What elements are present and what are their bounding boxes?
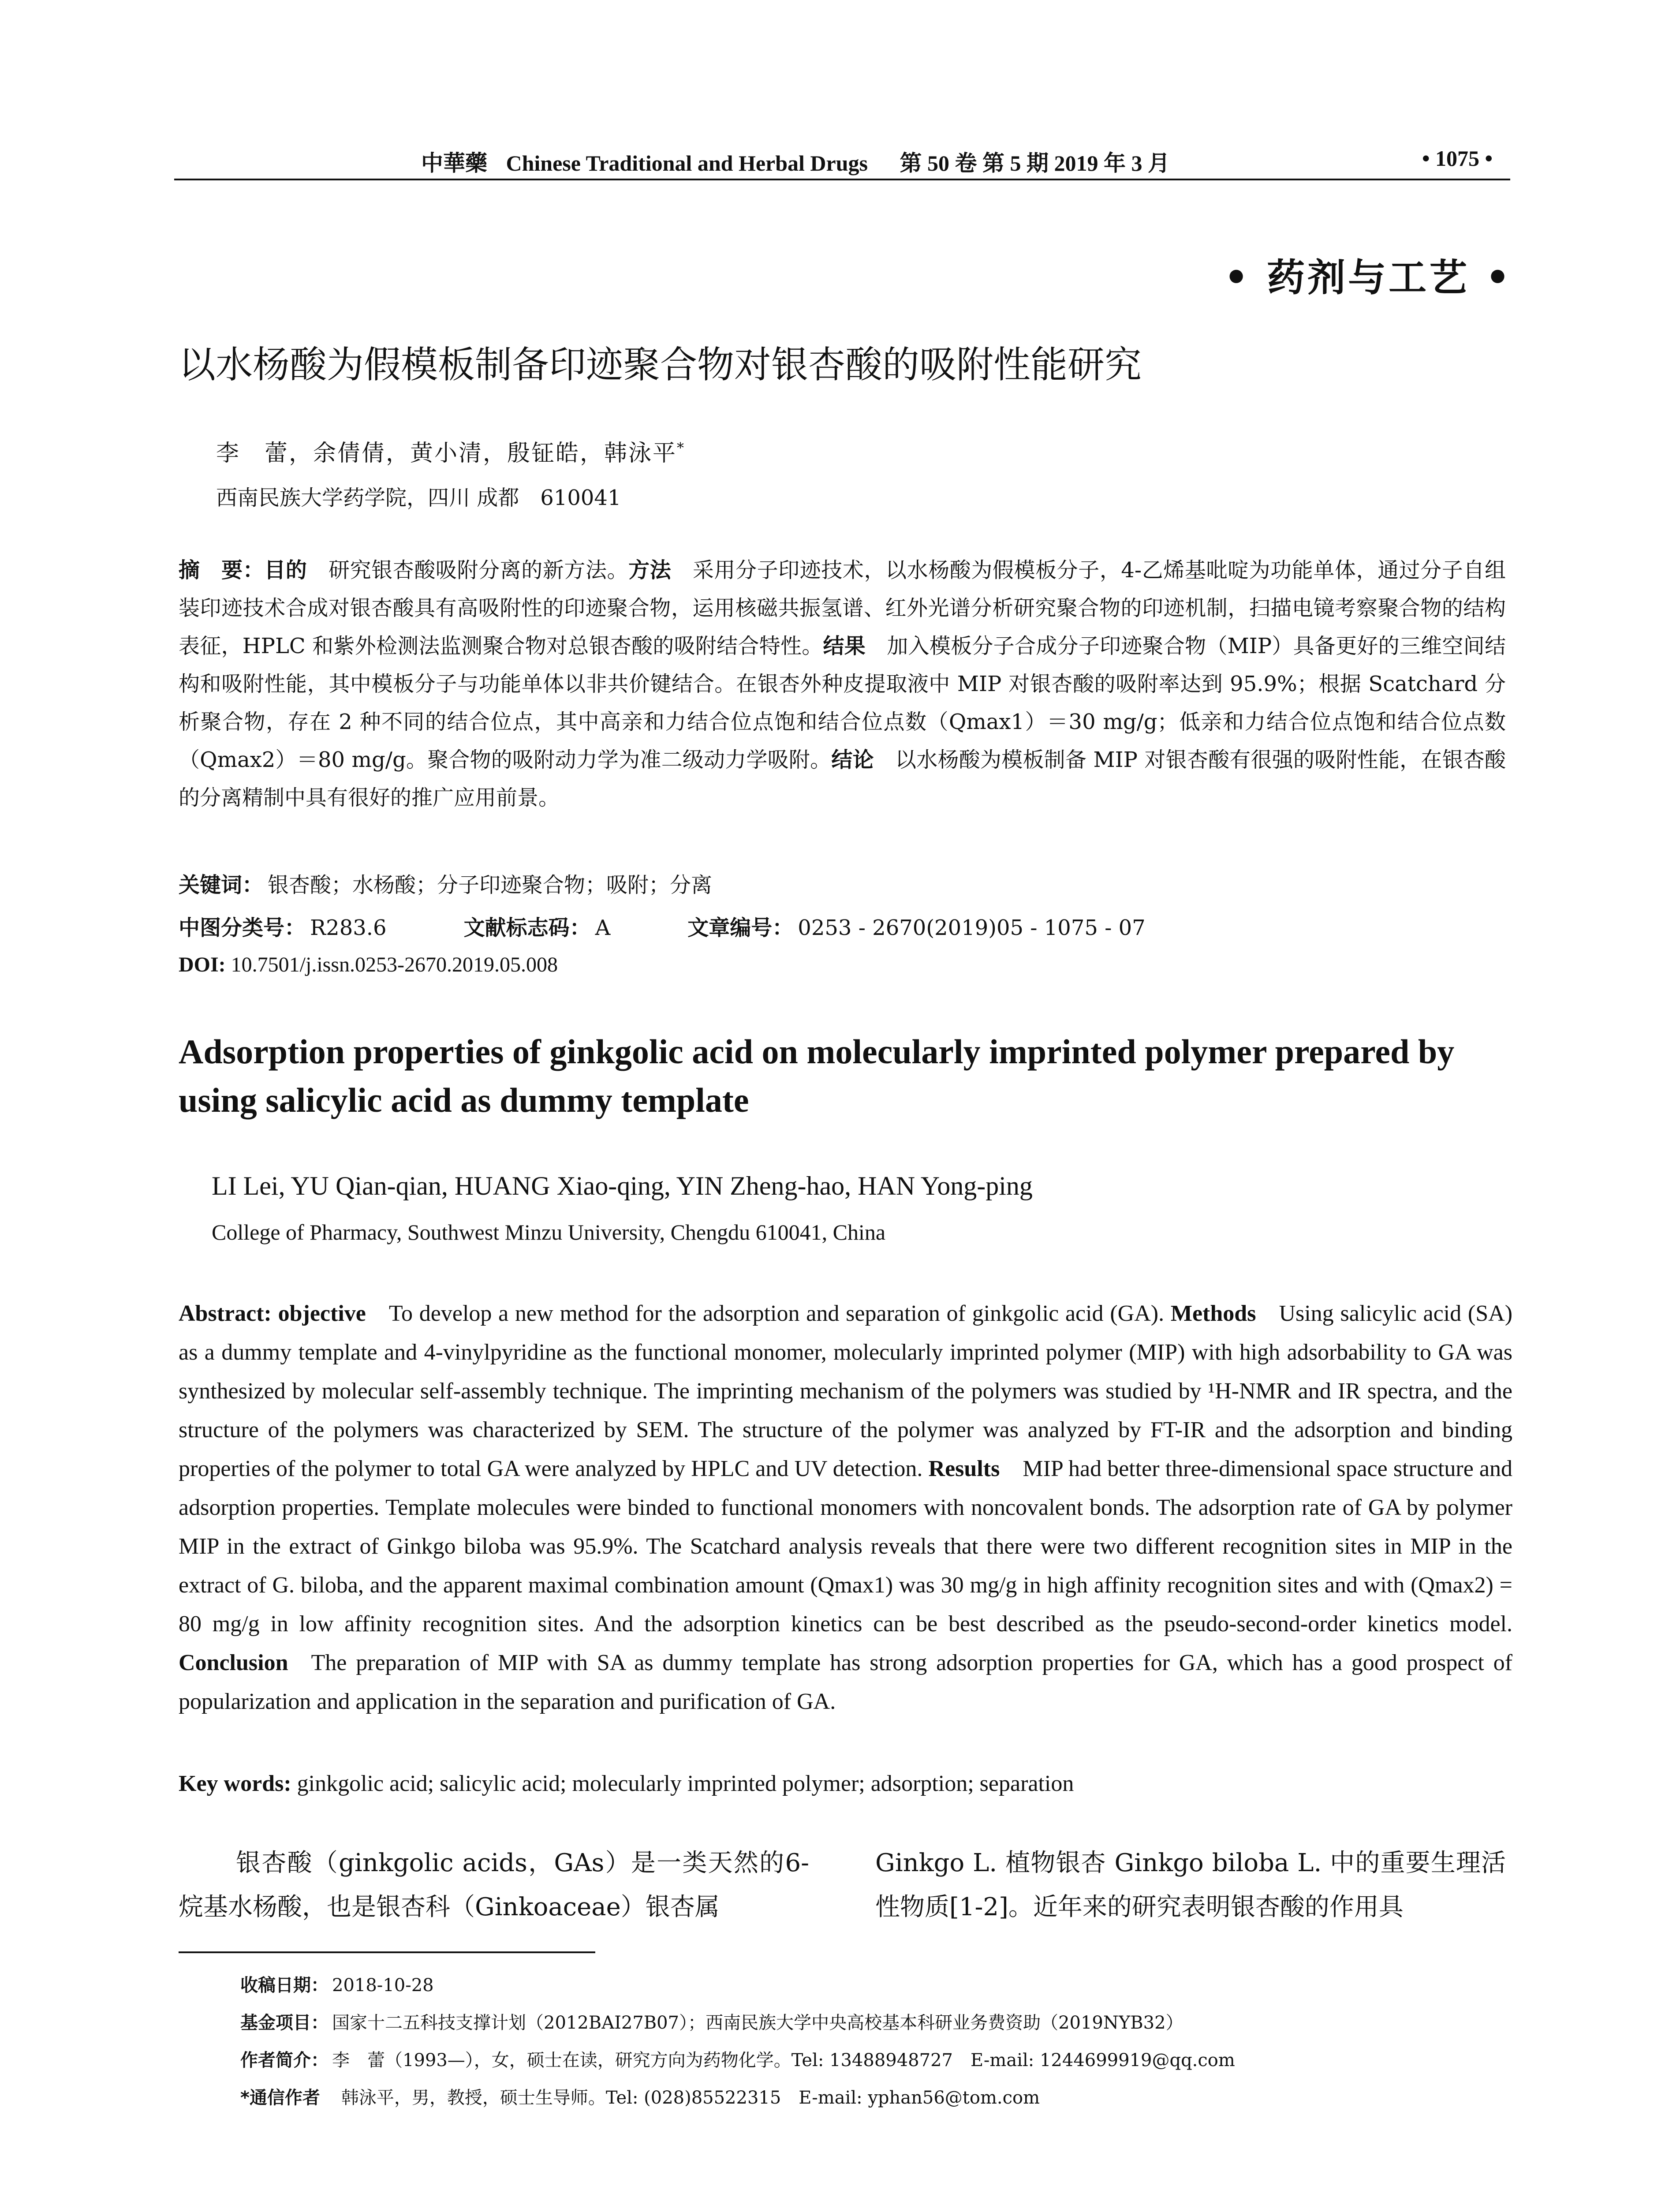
clc-value: R283.6 xyxy=(310,916,387,940)
article-no-label: 文章编号： xyxy=(687,916,794,940)
methods-label-cn: 方法 xyxy=(628,558,672,583)
doi-line xyxy=(179,953,558,977)
keywords-line-en xyxy=(179,1771,1074,1797)
doc-code-item xyxy=(464,911,611,941)
article-no-value: 0253 - 2670(2019)05 - 1075 - 07 xyxy=(798,916,1146,940)
author-label: 作者简介： xyxy=(240,2050,329,2070)
journal-issue: 第 50 卷 第 5 期 2019 年 3 月 xyxy=(900,151,1170,176)
objective-label-cn: 目的 xyxy=(264,558,307,583)
article-no-item xyxy=(687,911,1145,941)
page-number: • 1075 • xyxy=(1422,146,1493,171)
keywords-line-cn xyxy=(179,868,712,898)
footnote-rule xyxy=(179,1951,595,1953)
objective-text-en: To develop a new method for the adsorption and separation of ginkgolic acid (GA). xyxy=(388,1301,1165,1326)
running-header xyxy=(174,132,1506,176)
doc-code-label: 文献标志码： xyxy=(463,916,591,940)
results-label-cn: 结果 xyxy=(823,634,866,658)
corresponding-label: *通信作者 xyxy=(240,2088,320,2108)
results-label-en: Results xyxy=(928,1456,1000,1481)
methods-text-en: Using salicylic acid (SA) as a dummy template and 4-vinylpyridine as the functional monomer, molecularly imprinted polymer (MIP) with high adsorbability to GA was synthesized by molecular self-assembly technique. The imprinting mechanism of the polymers was studied by ¹H-NMR and IR spectra, and the structure of the polymers was characterized by SEM. The structure of the polymer was analyzed by FT-IR and the adsorption and binding properties of the polymer to total GA were analyzed by HPLC and UV detection. xyxy=(179,1301,1513,1481)
keywords-label-cn: 关键词： xyxy=(179,873,264,897)
footnote-author xyxy=(240,2046,1235,2071)
doc-code-value: A xyxy=(595,916,611,940)
results-text-cn: 加入模板分子合成分子印迹聚合物（MIP）具备更好的三维空间结构和吸附性能，其中模板分子与功能单体以非共价键结合。在银杏外种皮提取液中 MIP 对银杏酸的吸附率达到 95.9%；根据 Scatchard 分析聚合物，存在 2 种不同的结合位点，其中高亲和力结合位点饱和结合位点数（Qmax1）＝30 mg/g；低亲和力结合位点饱和结合位点数（Qmax2）＝80 mg/g。聚合物的吸附动力学为准二级动力学吸附。 xyxy=(179,634,1506,772)
chinese-author-names: 李 蕾，余倩倩，黄小清，殷钲皓，韩泳平 xyxy=(216,440,677,467)
results-text-en: MIP had better three-dimensional space structure and adsorption properties. Template molecules were binded to functional monomers with noncovalent bonds. The adsorption rate of GA by polymer MIP in the extract of Ginkgo biloba was 95.9%. The Scatchard analysis reveals that there were two different recognition sites in MIP in the extract of G. biloba, and the apparent maximal combination amount (Qmax1) was 30 mg/g in high affinity recognition sites and with (Qmax2) = 80 mg/g in low affinity recognition sites. And the adsorption kinetics can be best described as the pseudo-second-order kinetics model. xyxy=(179,1456,1513,1637)
author-value: 李 蕾（1993—），女，硕士在读，研究方向为药物化学。Tel: 13488948727 E-mail: 1244699919@qq.com xyxy=(332,2050,1235,2070)
corresponding-mark: * xyxy=(677,439,686,456)
conclusion-label-en: Conclusion xyxy=(179,1650,288,1675)
header-rule xyxy=(174,179,1510,180)
conclusion-text-cn: 以水杨酸为模板制备 MIP 对银杏酸有很强的吸附性能，在银杏酸的分离精制中具有很好的推广应用前景。 xyxy=(179,747,1506,810)
conclusion-label-cn: 结论 xyxy=(831,747,874,772)
classification-line xyxy=(179,911,1223,941)
body-column-right: Ginkgo L. 植物银杏 Ginkgo biloba L. 中的重要生理活性物质[1-2]。近年来的研究表明银杏酸的作用具 xyxy=(875,1849,1506,1921)
section-tag: • 药剂与工艺 • xyxy=(1224,255,1512,300)
clc-item xyxy=(179,911,387,941)
footnote-fund xyxy=(240,2009,1183,2034)
abstract-label-cn: 摘 要： xyxy=(179,558,265,583)
chinese-title: 以水杨酸为假模板制备印迹聚合物对银杏酸的吸附性能研究 xyxy=(179,343,1142,386)
english-title: Adsorption properties of ginkgolic acid on molecularly imprinted polymer prepared by using salicylic acid as dummy template xyxy=(179,1032,1455,1119)
journal-name-en: Chinese Traditional and Herbal Drugs xyxy=(506,151,868,176)
received-label: 收稿日期： xyxy=(240,1975,329,1996)
english-abstract xyxy=(179,1294,1512,1721)
conclusion-text-en: The preparation of MIP with SA as dummy template has strong adsorption properties for GA, which has a good prospect of popularization and application in the separation and purification of GA. xyxy=(179,1650,1512,1714)
clc-label: 中图分类号： xyxy=(179,916,306,940)
keywords-label-en: Key words: xyxy=(179,1771,291,1796)
running-header-journal xyxy=(421,146,1170,177)
chinese-authors xyxy=(216,434,685,467)
english-authors: LI Lei, YU Qian-qian, HUANG Xiao-qing, YIN Zheng-hao, HAN Yong-ping xyxy=(212,1171,1033,1200)
fund-label: 基金项目： xyxy=(240,2013,329,2033)
corresponding-value: 韩泳平，男，教授，硕士生导师。Tel: (028)85522315 E-mail: yphan56@tom.com xyxy=(341,2088,1040,2108)
chinese-abstract xyxy=(179,551,1506,817)
body-column-left: 银杏酸（ginkgolic acids，GAs）是一类天然的6-烷基水杨酸，也是银杏科（Ginkoaceae）银杏属 xyxy=(179,1849,809,1921)
doi-label: DOI: xyxy=(179,953,226,976)
fund-value: 国家十二五科技支撑计划（2012BAI27B07）；西南民族大学中央高校基本科研业务费资助（2019NYB32） xyxy=(332,2013,1183,2033)
objective-text-cn: 研究银杏酸吸附分离的新方法。 xyxy=(328,558,629,583)
keywords-cn: 银杏酸；水杨酸；分子印迹聚合物；吸附；分离 xyxy=(268,873,713,897)
journal-name-cn: 中華藥 xyxy=(421,150,487,176)
methods-label-en: Methods xyxy=(1170,1301,1256,1326)
footnote-received xyxy=(240,1971,434,1996)
doi-value: 10.7501/j.issn.0253-2670.2019.05.008 xyxy=(231,953,558,976)
footnote-corresponding xyxy=(240,2084,1040,2109)
methods-text-cn: 采用分子印迹技术，以水杨酸为假模板分子，4-乙烯基吡啶为功能单体，通过分子自组装印迹技术合成对银杏酸具有高吸附性的印迹聚合物，运用核磁共振氢谱、红外光谱分析研究聚合物的印迹机制，扫描电镜考察聚合物的结构表征，HPLC 和紫外检测法监测聚合物对总银杏酸的吸附结合特性。 xyxy=(179,558,1506,658)
abstract-label-en: Abstract: objective xyxy=(179,1301,366,1326)
keywords-en: ginkgolic acid; salicylic acid; molecularly imprinted polymer; adsorption; separation xyxy=(297,1771,1074,1796)
english-affiliation: College of Pharmacy, Southwest Minzu University, Chengdu 610041, China xyxy=(212,1220,886,1245)
received-value: 2018-10-28 xyxy=(332,1975,434,1996)
chinese-affiliation: 西南民族大学药学院，四川 成都 610041 xyxy=(216,486,621,510)
